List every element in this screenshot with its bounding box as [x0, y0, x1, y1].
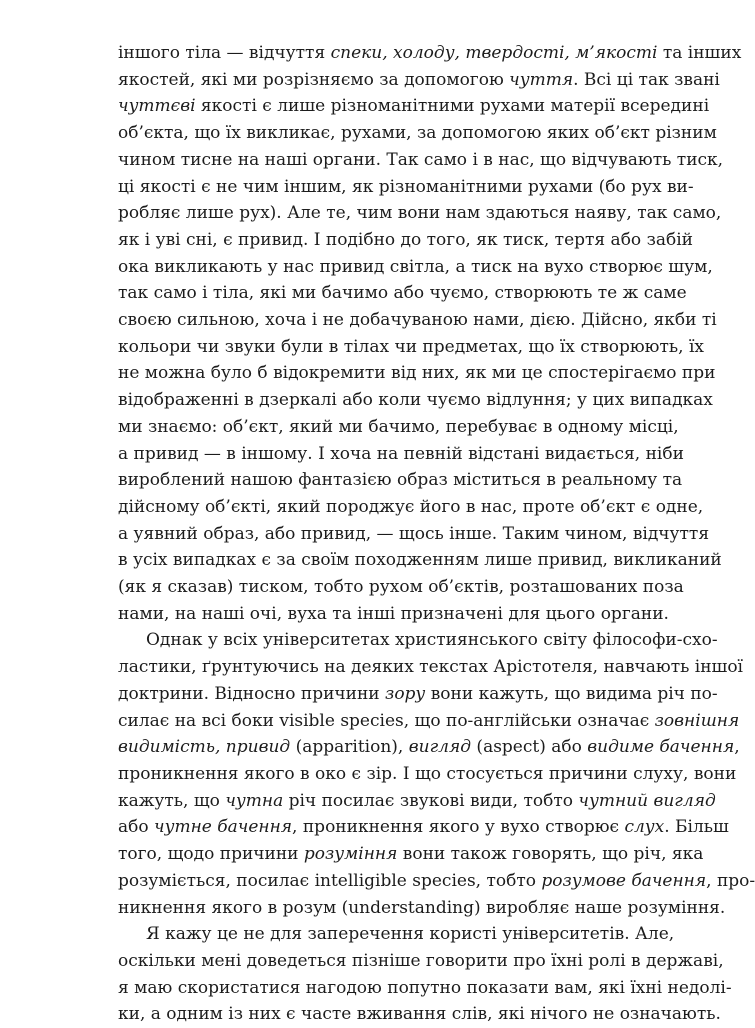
text-line — [118, 200, 722, 227]
text-line — [118, 40, 742, 67]
italic-text: чуття — [509, 69, 574, 90]
text-segment: в усіх випадках є за своїм походженням лише привид, викликаний — [118, 550, 722, 571]
text-segment: чином тисне на наші органи. Так само і в нас, що відчувають тиск, — [118, 149, 724, 170]
text-line — [118, 975, 732, 1002]
text-line — [118, 627, 718, 654]
italic-text: слух — [624, 817, 665, 838]
text-segment: або — [118, 817, 155, 838]
italic-text: чутне бачення — [154, 817, 293, 838]
text-segment: своєю сильною, хоча і не добачуваною нами, дією. Дійсно, якби ті — [118, 310, 717, 331]
text-line — [118, 547, 722, 574]
text-segment: а привид — в іншому. І хоча на певній відстані видається, ніби — [118, 443, 684, 464]
text-segment: ока викликають у нас привид світла, а тиск на вухо створює шум, — [118, 256, 713, 277]
text-segment: та інших — [657, 43, 742, 63]
text-line — [118, 441, 684, 468]
text-segment: ми знаємо: об’єкт, який ми бачимо, перебуває в одному місці, — [118, 416, 679, 437]
text-line — [118, 67, 720, 94]
text-segment: ки, а одним із них є часте вживання слів, які нічого не означають. — [118, 1004, 721, 1025]
text-segment: відображенні в дзеркалі або коли чуємо відлуння; у цих випадках — [118, 390, 713, 411]
text-line — [118, 280, 687, 307]
paragraph — [118, 40, 742, 627]
text-segment: силає на всі боки visible species, що по-англійськи означає — [118, 710, 655, 731]
italic-text: чутна — [225, 790, 284, 811]
text-segment: не можна було б відокремити від них, як ми це спостерігаємо при — [118, 363, 716, 384]
paragraph — [118, 921, 732, 1028]
text-segment: проникнення якого в око є зір. І що стосується причини слуху, вони — [118, 763, 737, 784]
text-segment: а уявний образ, або привид, — щось інше. Таким чином, відчуття — [118, 523, 710, 544]
text-line — [118, 841, 704, 868]
text-segment: ці якості є не чим іншим, як різноманітними рухами (бо рух ви- — [118, 176, 694, 197]
text-segment: никнення якого в розум (understanding) виробляє наше розуміння. — [118, 897, 726, 918]
text-segment: кажуть, що — [118, 790, 226, 811]
text-segment: нами, на наші очі, вуха та інші призначені для цього органи. — [118, 603, 669, 624]
text-line — [118, 147, 724, 174]
text-line — [118, 120, 717, 147]
text-segment: Однак у всіх університетах християнського світу філософи-схо- — [146, 630, 718, 651]
text-line — [118, 521, 710, 548]
text-line — [118, 761, 737, 788]
text-segment: вони також говорять, що річ, яка — [397, 844, 704, 865]
text-line — [118, 681, 718, 708]
text-line — [118, 387, 713, 414]
text-line — [118, 174, 694, 201]
text-segment: ластики, ґрунтуючись на деяких текстах Арістотеля, навчають іншої — [118, 657, 743, 678]
italic-text: розуміння — [303, 844, 398, 865]
text-line — [118, 895, 726, 922]
text-segment: як і уві сні, є привид. І подібно до того, як тиск, тертя або забій — [118, 229, 693, 250]
page-body — [118, 40, 755, 1028]
text-segment: , про- — [706, 870, 755, 891]
text-segment: робляє лише рух). Але те, чим вони нам здаються наяву, так само, — [118, 203, 722, 224]
text-segment: кольори чи звуки були в тілах чи предметах, що їх створюють, їх — [118, 336, 704, 357]
text-line — [118, 601, 669, 628]
italic-text: вигляд — [408, 737, 472, 758]
text-line — [118, 227, 693, 254]
text-segment: так само і тіла, які ми бачимо або чуємо, створюють те ж саме — [118, 283, 687, 304]
text-line — [118, 1001, 721, 1028]
italic-text: видимість, привид — [118, 737, 291, 758]
text-line — [118, 868, 755, 895]
italic-text: зовнішня — [654, 710, 740, 731]
text-segment: Я кажу це не для заперечення користі університетів. Але, — [146, 924, 675, 945]
italic-text: чутний вигляд — [578, 790, 716, 811]
text-line — [118, 307, 717, 334]
text-segment: я маю скористатися нагодою попутно показати вам, які їхні недолі- — [118, 977, 732, 998]
text-line — [118, 360, 716, 387]
text-segment: іншого тіла — відчуття — [118, 43, 331, 63]
text-line — [118, 574, 684, 601]
text-line — [118, 254, 713, 281]
text-segment: об’єкта, що їх викликає, рухами, за допомогою яких об’єкт різним — [118, 123, 717, 144]
italic-text: спеки, холоду, твердості, м’якості — [330, 43, 658, 63]
text-segment: (aspect) або — [471, 737, 588, 758]
italic-text: видиме бачення — [587, 737, 735, 758]
text-line — [118, 814, 729, 841]
text-line — [118, 334, 704, 361]
text-segment: якостей, які ми розрізняємо за допомогою — [118, 69, 510, 90]
text-segment: вони кажуть, що видима річ по- — [425, 683, 718, 704]
text-line — [118, 734, 740, 761]
text-segment: вироблений нашою фантазією образ міститься в реальному та — [118, 470, 683, 491]
italic-text: чуттєві — [118, 96, 196, 117]
text-line — [118, 494, 704, 521]
text-segment: дійсному об’єкті, який породжує його в нас, проте об’єкт є одне, — [118, 496, 704, 517]
italic-text: розумове бачення — [541, 870, 707, 891]
text-segment: річ посилає звукові види, тобто — [283, 790, 579, 811]
text-line — [118, 948, 724, 975]
text-line — [118, 788, 716, 815]
text-segment: того, щодо причини — [118, 844, 304, 865]
text-segment: . Більш — [664, 817, 729, 838]
paragraph — [118, 627, 755, 921]
text-line — [118, 708, 740, 735]
text-segment: . Всі ці так звані — [573, 69, 720, 90]
text-segment: (як я сказав) тиском, тобто рухом об’єктів, розташованих поза — [118, 577, 684, 598]
text-line — [118, 93, 710, 120]
text-line — [118, 654, 743, 681]
text-segment: (apparition), — [290, 737, 409, 758]
text-segment: , — [734, 737, 740, 758]
text-line — [118, 467, 683, 494]
text-segment: розуміється, посилає intelligible species, тобто — [118, 870, 542, 891]
text-segment: доктрини. Відносно причини — [118, 683, 386, 704]
italic-text: зору — [385, 683, 426, 704]
text-segment: якості є лише різноманітними рухами матерії всередині — [195, 96, 710, 117]
text-line — [118, 921, 675, 948]
text-segment: , проникнення якого у вухо створює — [292, 817, 625, 838]
text-line — [118, 414, 679, 441]
text-segment: оскільки мені доведеться пізніше говорити про їхні ролі в державі, — [118, 950, 724, 971]
